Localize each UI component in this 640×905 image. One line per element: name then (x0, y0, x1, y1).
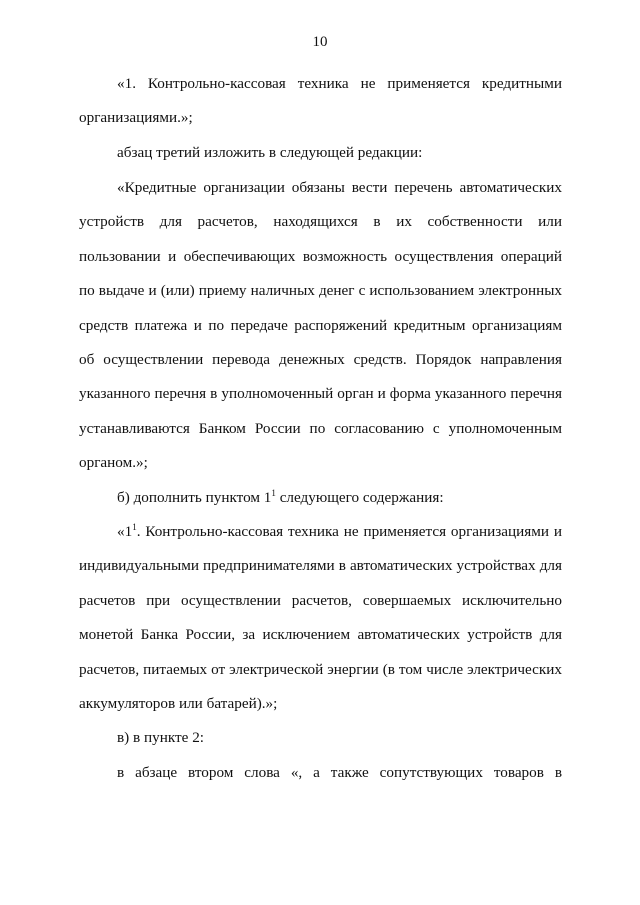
paragraph-abzac-2-words: в абзаце втором слова «, а также сопутствующих товаров в (117, 764, 562, 781)
page-number: 10 (312, 34, 328, 50)
superscript: 1 (132, 521, 137, 532)
paragraph-instruction-abzac-3: абзац третий изложить в следующей редакции: (117, 144, 423, 161)
clause-number: «1 (117, 523, 133, 540)
add-point-text-before: б) дополнить пунктом 1 (117, 489, 272, 506)
superscript: 1 (271, 487, 276, 498)
add-point-text-after: следующего содержания: (275, 489, 444, 506)
paragraph-credit-orgs-text: «Кредитные организации обязаны вести перечень автоматических устройств для расчетов, находящихся в их собственности или пользовании и обеспечивающих возможность осуществления операций по выдаче и (или) приему наличных денег с использованием электронных средств платежа и по передаче распоряжений кредитным организациям об осуществлении перевода денежных средств. Порядок направления указанного перечня в уполномоченный орган и форма указанного перечня устанавливаются Банком России по согласованию с уполномоченным органом.»; (79, 179, 562, 472)
clause-text: . Контрольно-кассовая техника не применяется организациями и индивидуальными предпринимателями в автоматических устройствах для расчетов при осуществлении расчетов, совершаемых исключительно монетой Банка России, за исключением автоматических устройств для расчетов, питаемых от электрической энергии (в том числе электрических аккумуляторов или батарей).»; (79, 523, 562, 713)
paragraph-clause-1: «1. Контрольно-кассовая техника не применяется кредитными организациями.»; (79, 75, 562, 127)
paragraph-clause-1-1 (79, 515, 562, 721)
paragraph-instruction-point-2: в) в пункте 2: (117, 729, 205, 746)
paragraph-instruction-add-point (117, 481, 562, 515)
